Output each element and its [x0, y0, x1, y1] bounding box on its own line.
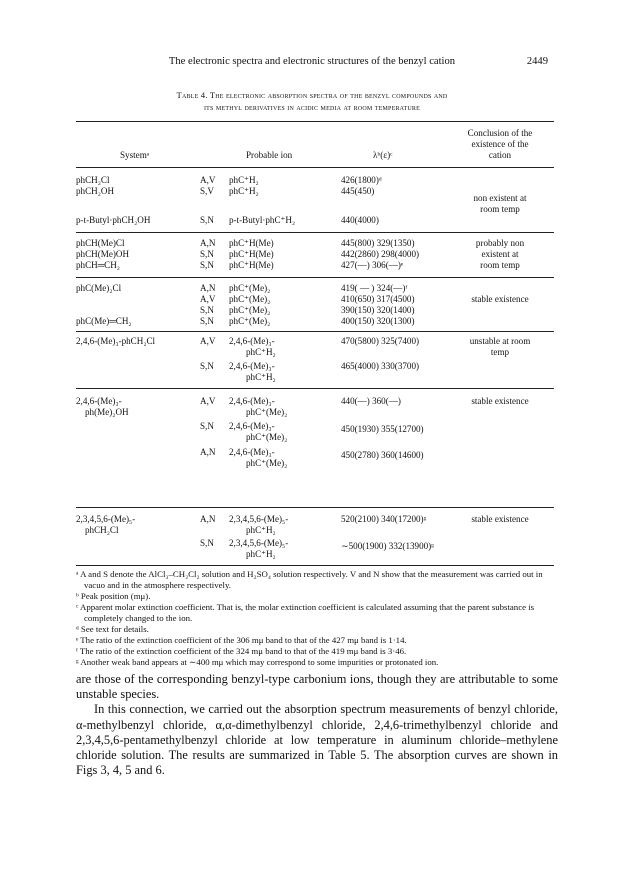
cell-medium: A,V [200, 396, 216, 406]
header-conclusion [445, 128, 555, 160]
cell-ion: phC⁺(Me)₂ [229, 283, 271, 293]
header-conclusion-line-2: existence of the [471, 138, 529, 149]
cell-medium: S,N [200, 249, 214, 259]
cell-conclusion [445, 336, 555, 358]
cell-medium: S,N [200, 421, 214, 431]
ion-line: phC⁺H₂ [246, 346, 276, 357]
cell-medium: A,N [200, 283, 216, 293]
system-line: phCH₂Cl [85, 524, 119, 535]
cell-medium: A,V [200, 336, 216, 346]
conclusion-line: stable existence [471, 294, 529, 304]
cell-lambda: 442(2860) 298(4000) [341, 249, 420, 259]
ion-line: phC⁺(Me)₂ [246, 406, 288, 417]
cell-system: phCH₂OH [76, 186, 115, 196]
cell-lambda: 440(4000) [341, 215, 379, 225]
cell-medium: S,N [200, 260, 214, 270]
ion-line: 2,4,6-(Me)₃- [229, 396, 275, 406]
cell-lambda: 445(450) [341, 186, 375, 196]
header-conclusion-line-3: cation [488, 149, 512, 160]
cell-medium: S,N [200, 305, 214, 315]
group-rule [76, 388, 554, 389]
footnote-a: ᵃ A and S denote the AlCl₃–CH₂Cl₂ solution and H₂SO₄ solution respectively. V and N show that the measurement was carried out in vacuo and in the atmosphere respectively. [76, 569, 543, 590]
ion-line: 2,3,4,5,6-(Me)₅- [229, 514, 289, 524]
cell-system: phC(Me)₂Cl [76, 283, 122, 293]
cell-lambda: 450(2780) 360(14600) [341, 450, 424, 460]
header-conclusion-line-1: Conclusion of the [467, 128, 533, 138]
cell-ion [229, 538, 288, 560]
footnote-g: ᵍ Another weak band appears at ∼400 mμ which may correspond to some impurities or protonated ion. [76, 657, 439, 667]
cell-ion [229, 336, 276, 358]
footnote-d: ᵈ See text for details. [76, 624, 149, 634]
header-system: Systemᵃ [120, 150, 150, 160]
cell-ion: phC⁺H₂ [229, 175, 259, 185]
ion-line: phC⁺H₂ [246, 524, 276, 535]
cell-ion: phC⁺(Me)₂ [229, 294, 271, 304]
group-rule [76, 331, 554, 332]
cell-ion: phC⁺H(Me) [229, 249, 274, 259]
cell-lambda: 465(4000) 330(3700) [341, 361, 420, 371]
cell-conclusion [445, 238, 555, 270]
cell-medium: S,N [200, 361, 214, 371]
footnote-e: ᵉ The ratio of the extinction coefficient of the 306 mμ band to that of the 427 mμ band is 1·14. [76, 635, 407, 645]
cell-medium: A,N [200, 238, 216, 248]
cell-medium: S,N [200, 215, 214, 225]
page-number: 2449 [526, 56, 548, 67]
cell-system: p-t-Butyl·phCH₂OH [76, 215, 151, 225]
group-rule [76, 507, 554, 508]
footnote-c: ᶜ Apparent molar extinction coefficient. That is, the molar extinction coefficient is calculated assuming that the parent substance is completely changed to the ion. [76, 602, 535, 623]
cell-conclusion [445, 193, 555, 215]
ion-line: 2,4,6-(Me)₃- [229, 361, 275, 371]
ion-line: 2,4,6-(Me)₃- [229, 421, 275, 431]
cell-medium: A,N [200, 514, 216, 524]
cell-lambda: 520(2100) 340(17200)ᵍ [341, 514, 427, 524]
cell-ion [229, 447, 287, 469]
cell-medium: A,V [200, 294, 216, 304]
cell-lambda: 427(—) 306(—)ᵉ [341, 260, 404, 270]
running-head-title: The electronic spectra and electronic structures of the benzyl cation [168, 56, 456, 67]
cell-system [76, 514, 135, 536]
table-caption-line-1: Table 4. The electronic absorption spectra of the benzyl compounds and [176, 90, 448, 100]
cell-lambda: 450(1930) 355(12700) [341, 424, 424, 434]
cell-system: phCH(Me)OH [76, 249, 130, 259]
cell-medium: S,N [200, 538, 214, 548]
cell-conclusion [445, 294, 555, 305]
cell-lambda: 419( — ) 324(—)ᶠ [341, 283, 408, 293]
table-caption [76, 89, 548, 113]
ion-line: phC⁺H₂ [246, 548, 276, 559]
body-paragraph-2: In this connection, we carried out the absorption spectrum measurements of benzyl chloride, α-methylbenzyl chloride, α,α-dimethylbenzyl chloride, 2,4,6-trimethylbenzyl chloride and 2,3,4,5,6-pentamethylbenzyl chloride at low temperature in aluminum chloride–methylene chloride solution. The results are summarized in Table 5. The absorption curves are shown in Figs 3, 4, 5 and 6. [76, 702, 558, 778]
table-top-rule [76, 121, 554, 122]
cell-ion: phC⁺H(Me) [229, 238, 274, 248]
cell-medium: A,V [200, 175, 216, 185]
cell-ion [229, 361, 276, 383]
cell-conclusion [445, 514, 555, 525]
table-bottom-rule [76, 565, 554, 566]
footnote-b: ᵇ Peak position (mμ). [76, 591, 151, 601]
body-text [76, 672, 558, 778]
cell-lambda: 400(150) 320(1300) [341, 316, 415, 326]
conclusion-line: room temp [480, 203, 520, 214]
cell-lambda: 470(5800) 325(7400) [341, 336, 420, 346]
cell-system: phCH═CH₂ [76, 260, 120, 270]
system-line: ph(Me)₂OH [85, 406, 129, 417]
ion-line: 2,4,6-(Me)₃- [229, 336, 275, 346]
conclusion-line: unstable at room [469, 336, 531, 346]
cell-lambda: ∼500(1900) 332(13900)ᵍ [341, 541, 434, 551]
footnote-f: ᶠ The ratio of the extinction coefficient of the 324 mμ band to that of the 419 mμ band is 3·46. [76, 646, 407, 656]
cell-medium: S,N [200, 316, 214, 326]
cell-lambda: 445(800) 329(1350) [341, 238, 415, 248]
ion-line: phC⁺(Me)₂ [246, 431, 288, 442]
cell-ion: p-t-Butyl·phC⁺H₂ [229, 215, 296, 225]
cell-ion [229, 396, 287, 418]
cell-system: 2,4,6-(Me)₃-phCH₂Cl [76, 336, 156, 346]
cell-lambda: 426(1800)ᵈ [341, 175, 382, 185]
system-line: 2,3,4,5,6-(Me)₅- [76, 514, 136, 524]
header-rule [76, 167, 554, 168]
cell-ion: phC⁺H₂ [229, 186, 259, 196]
ion-line: 2,3,4,5,6-(Me)₅- [229, 538, 289, 548]
conclusion-line: stable existence [471, 514, 529, 524]
cell-system: phCH₂Cl [76, 175, 110, 185]
cell-system: phC(Me)═CH₂ [76, 316, 132, 326]
cell-lambda: 410(650) 317(4500) [341, 294, 415, 304]
cell-system: phCH(Me)Cl [76, 238, 125, 248]
conclusion-line: existent at [481, 248, 519, 259]
conclusion-line: non existent at [473, 193, 527, 203]
ion-line: phC⁺H₂ [246, 371, 276, 382]
group-rule [76, 277, 554, 278]
cell-system [76, 396, 129, 418]
cell-lambda: 390(150) 320(1400) [341, 305, 415, 315]
cell-medium: A,N [200, 447, 216, 457]
conclusion-line: stable existence [471, 396, 529, 406]
ion-line: 2,4,6-(Me)₃- [229, 447, 275, 457]
cell-ion [229, 421, 287, 443]
cell-ion: phC⁺(Me)₂ [229, 305, 271, 315]
header-lambda: λᵇ(ε)ᶜ [373, 150, 393, 160]
conclusion-line: probably non [475, 238, 525, 248]
cell-lambda: 440(—) 360(—) [341, 396, 401, 406]
group-rule [76, 232, 554, 233]
table-caption-line-2: its methyl derivatives in acidic media at room temperature [203, 102, 420, 112]
body-paragraph-1: are those of the corresponding benzyl-type carbonium ions, though they are attributable to some unstable species. [76, 672, 558, 702]
conclusion-line: temp [490, 346, 510, 357]
header-probable-ion: Probable ion [246, 150, 293, 160]
cell-ion [229, 514, 288, 536]
running-head [76, 56, 548, 67]
cell-medium: S,V [200, 186, 214, 196]
ion-line: phC⁺(Me)₂ [246, 457, 288, 468]
cell-conclusion [445, 396, 555, 407]
cell-ion: phC⁺H(Me) [229, 260, 274, 270]
cell-ion: phC⁺(Me)₂ [229, 316, 271, 326]
system-line: 2,4,6-(Me)₃- [76, 396, 122, 406]
conclusion-line: room temp [480, 259, 520, 270]
table-footnotes [76, 569, 554, 668]
